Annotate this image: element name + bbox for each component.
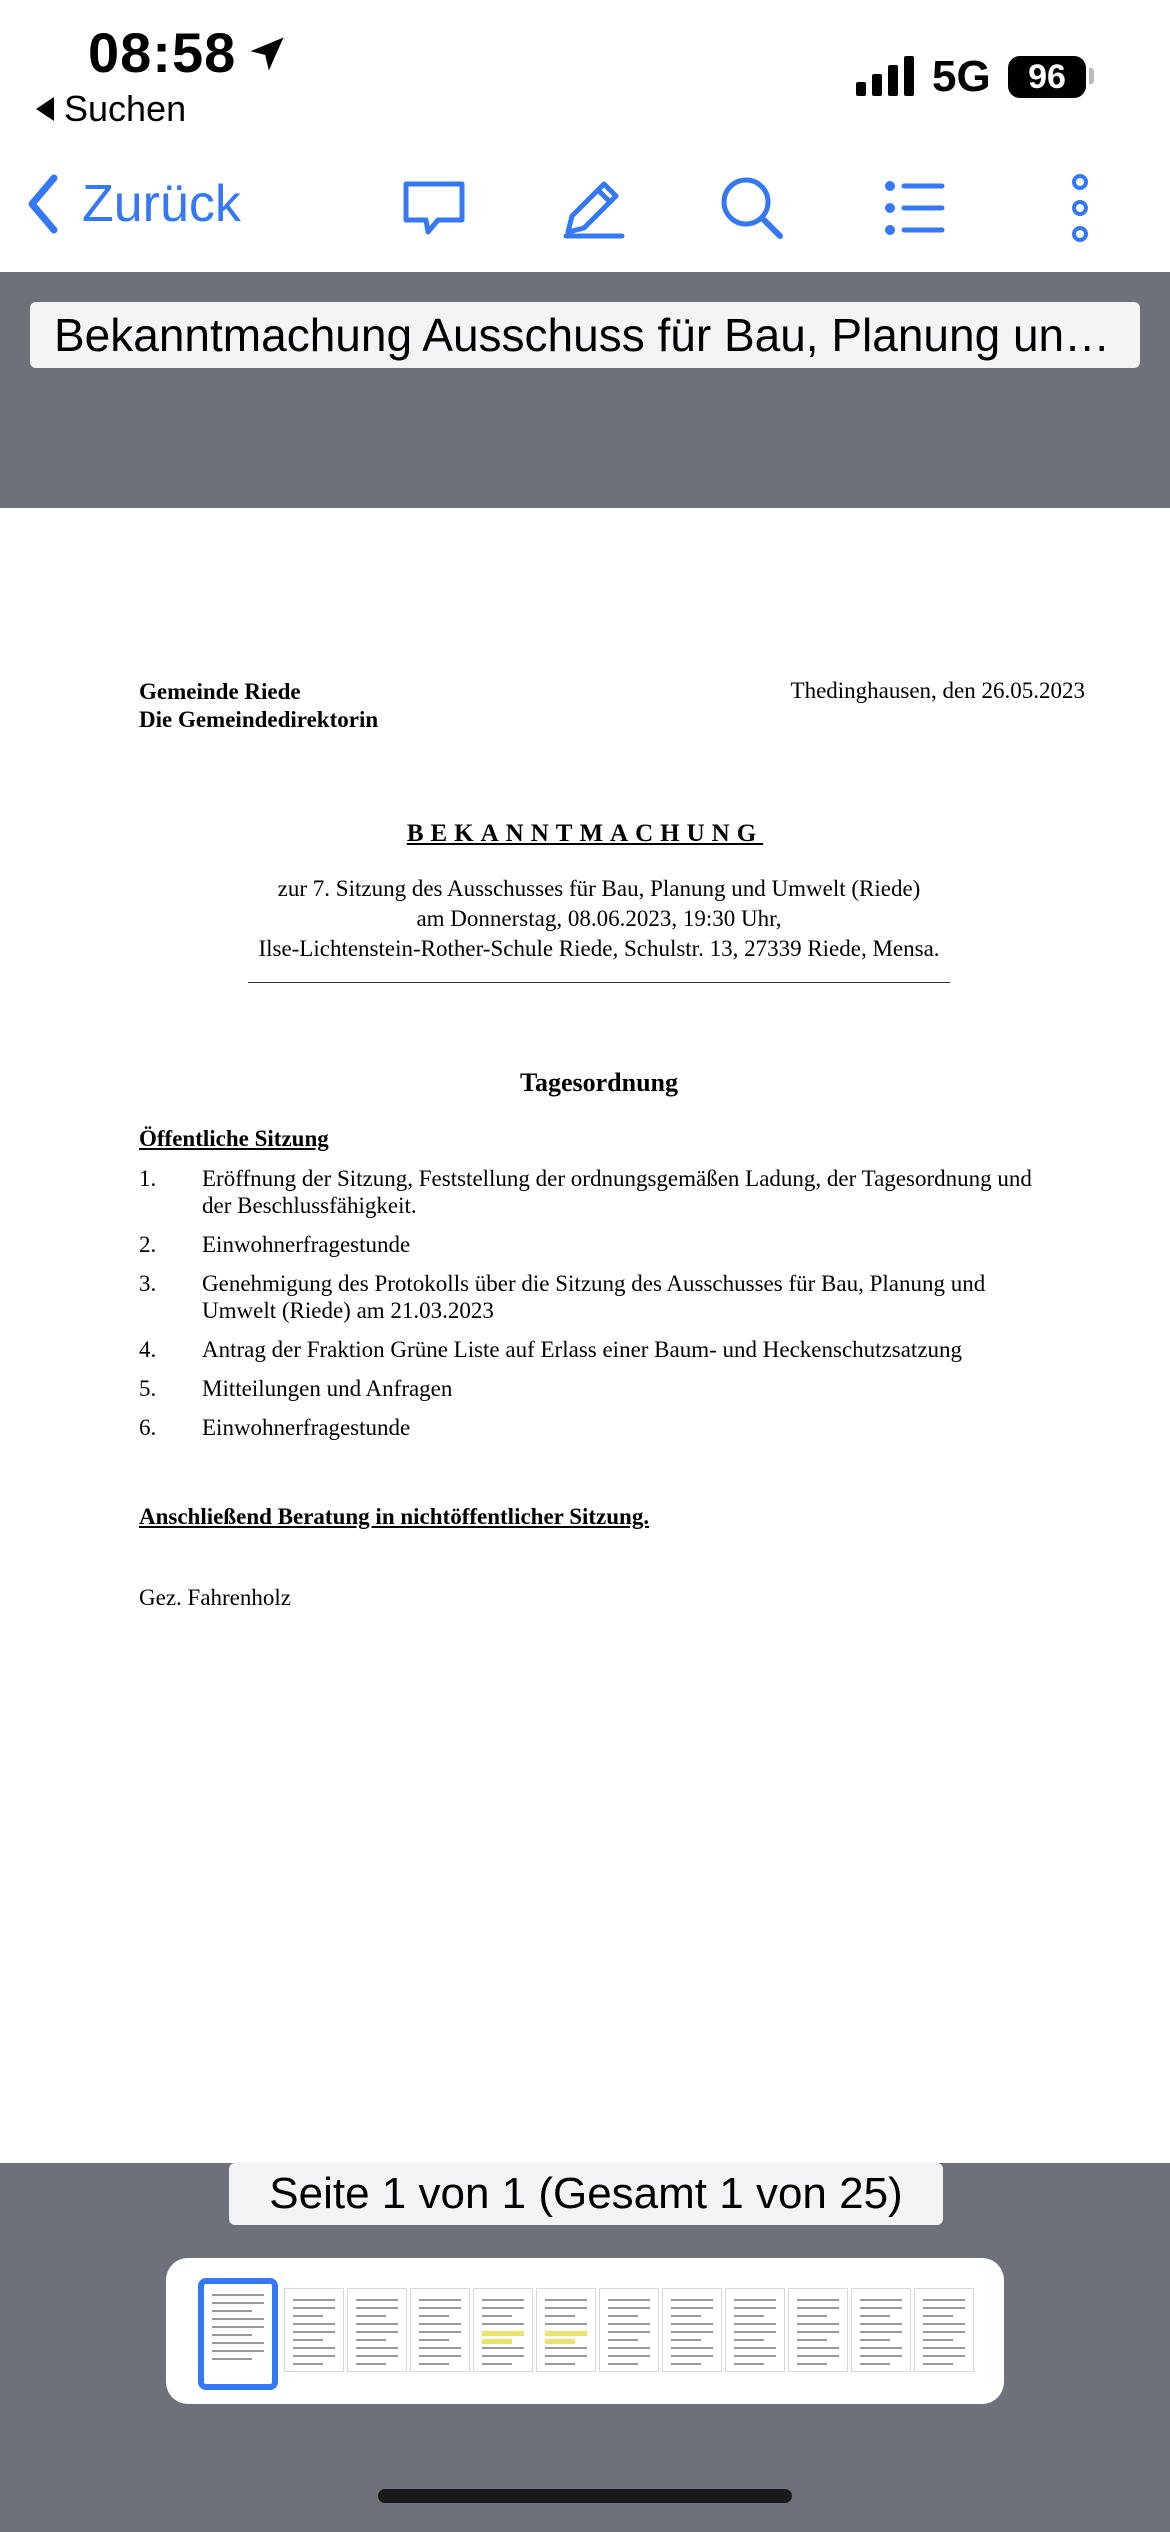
page-thumbnail[interactable] — [198, 2278, 278, 2390]
page-thumbnail[interactable] — [851, 2288, 911, 2372]
thumbnail-text-line — [419, 2299, 461, 2301]
thumbnail-text-line — [356, 2315, 386, 2317]
comment-button[interactable] — [398, 172, 470, 244]
thumbnail-text-line — [608, 2355, 650, 2357]
thumbnail-text-line — [923, 2315, 953, 2317]
thumbnail-text-line — [356, 2307, 398, 2309]
thumbnail-text-line — [734, 2299, 776, 2301]
page-thumbnail[interactable] — [410, 2288, 470, 2372]
thumbnail-text-line — [212, 2334, 252, 2336]
thumbnail-text-line — [482, 2347, 524, 2349]
page-thumbnail[interactable] — [725, 2288, 785, 2372]
agenda-item — [139, 1231, 1059, 1258]
status-time: 08:58 — [88, 21, 237, 84]
edit-button[interactable] — [556, 172, 628, 244]
thumbnail-text-line — [923, 2347, 965, 2349]
thumbnail-text-line — [608, 2339, 638, 2341]
thumbnail-text-line — [608, 2299, 650, 2301]
agenda-item — [139, 1270, 1059, 1324]
thumbnail-text-line — [482, 2307, 524, 2309]
thumbnail-text-line — [545, 2323, 587, 2325]
agenda-item-text: Eröffnung der Sitzung, Feststellung der ordnungsgemäßen Ladung, der Tagesordnung und der Beschlussfähigkeit. — [202, 1166, 1032, 1218]
thumbnail-text-line — [545, 2355, 587, 2357]
thumbnail-text-line — [734, 2355, 776, 2357]
thumbnail-text-line — [797, 2355, 839, 2357]
thumbnail-text-line — [356, 2347, 398, 2349]
thumbnail-text-line — [608, 2323, 650, 2325]
more-button[interactable] — [1044, 172, 1116, 244]
page-thumbnail[interactable] — [788, 2288, 848, 2372]
thumbnail-text-line — [860, 2307, 902, 2309]
thumbnail-text-line — [212, 2302, 264, 2304]
thumbnail-text-line — [419, 2315, 449, 2317]
thumbnail-text-line — [671, 2339, 701, 2341]
thumbnail-text-line — [356, 2363, 386, 2365]
thumbnail-text-line — [356, 2323, 398, 2325]
back-app-label: Suchen — [64, 88, 187, 129]
outline-button[interactable] — [878, 172, 950, 244]
thumbnail-text-line — [419, 2323, 461, 2325]
thumbnail-text-line — [608, 2331, 650, 2333]
back-to-app-link[interactable] — [36, 88, 186, 130]
back-triangle-icon — [36, 97, 54, 121]
thumbnail-text-line — [419, 2339, 449, 2341]
thumbnail-text-line — [545, 2331, 587, 2336]
edit-pencil-icon — [556, 172, 628, 244]
thumbnail-text-line — [482, 2299, 524, 2301]
agenda-item-number: 6. — [139, 1415, 157, 1440]
meeting-line-1: zur 7. Sitzung des Ausschusses für Bau, Planung und Umwelt (Riede) — [277, 876, 921, 901]
thumbnail-text-line — [419, 2355, 461, 2357]
cellular-signal-icon — [856, 56, 914, 96]
thumbnail-text-line — [734, 2323, 776, 2325]
thumbnail-text-line — [212, 2358, 252, 2360]
thumbnail-text-line — [212, 2342, 264, 2344]
chevron-left-icon — [24, 172, 64, 236]
thumbnail-text-line — [482, 2355, 524, 2357]
thumbnail-text-line — [482, 2331, 524, 2336]
agenda-item — [139, 1336, 1059, 1363]
thumbnail-text-line — [797, 2299, 839, 2301]
thumbnail-text-line — [419, 2347, 461, 2349]
thumbnail-text-line — [545, 2315, 575, 2317]
agenda-item — [139, 1165, 1059, 1219]
page-thumbnail[interactable] — [347, 2288, 407, 2372]
thumbnail-text-line — [734, 2307, 776, 2309]
thumbnail-text-line — [797, 2323, 839, 2325]
battery-cap — [1089, 68, 1094, 84]
thumbnail-text-line — [734, 2339, 764, 2341]
thumbnail-text-line — [671, 2363, 701, 2365]
back-button[interactable] — [24, 172, 241, 236]
agenda-title: Tagesordnung — [520, 1068, 678, 1097]
agenda-item — [139, 1375, 1059, 1402]
back-button-label: Zurück — [82, 175, 241, 233]
agenda-item-text: Antrag der Fraktion Grüne Liste auf Erlass einer Baum- und Heckenschutzsatzung — [202, 1337, 963, 1362]
thumbnail-text-line — [923, 2363, 953, 2365]
thumbnail-text-line — [923, 2339, 953, 2341]
thumbnail-text-line — [797, 2347, 839, 2349]
thumbnail-text-line — [419, 2331, 461, 2333]
comment-icon — [398, 172, 470, 244]
thumbnail-text-line — [860, 2323, 902, 2325]
signature: Gez. Fahrenholz — [139, 1585, 291, 1610]
meeting-line-2: am Donnerstag, 08.06.2023, 19:30 Uhr, — [416, 906, 782, 931]
thumbnail-text-line — [923, 2331, 965, 2333]
agenda-item-number: 2. — [139, 1232, 157, 1257]
document-title: Bekanntmachung Ausschuss für Bau, Planung un… — [30, 302, 1140, 368]
thumbnail-text-line — [860, 2363, 890, 2365]
meeting-line-3: Ilse-Lichtenstein-Rother-Schule Riede, Schulstr. 13, 27339 Riede, Mensa. — [258, 936, 940, 961]
network-type: 5G — [932, 52, 991, 101]
thumbnail-text-line — [608, 2307, 650, 2309]
battery-indicator — [1008, 56, 1086, 98]
thumbnail-text-line — [797, 2307, 839, 2309]
search-icon — [716, 172, 788, 244]
thumbnail-text-line — [734, 2331, 776, 2333]
agenda-item-number: 4. — [139, 1337, 157, 1362]
thumbnail-text-line — [923, 2299, 965, 2301]
divider — [248, 982, 950, 983]
thumbnail-text-line — [860, 2347, 902, 2349]
thumbnail-text-line — [293, 2315, 323, 2317]
thumbnail-text-line — [212, 2326, 264, 2328]
thumbnail-text-line — [482, 2323, 524, 2325]
thumbnail-text-line — [482, 2315, 512, 2317]
thumbnail-text-line — [797, 2315, 827, 2317]
thumbnail-text-line — [293, 2339, 323, 2341]
thumbnail-strip[interactable] — [166, 2258, 1004, 2404]
thumbnail-text-line — [545, 2347, 587, 2349]
section-public: Öffentliche Sitzung — [139, 1126, 329, 1151]
thumbnail-text-line — [356, 2355, 398, 2357]
thumbnail-text-line — [608, 2347, 650, 2349]
page-thumbnail[interactable] — [284, 2288, 344, 2372]
agenda-item-text: Genehmigung des Protokolls über die Sitzung des Ausschusses für Bau, Planung und Umwelt (Riede) am 21.03.2023 — [202, 1271, 986, 1323]
thumbnail-text-line — [923, 2307, 965, 2309]
thumbnail-text-line — [923, 2355, 965, 2357]
document-page[interactable] — [0, 508, 1170, 2163]
thumbnail-text-line — [419, 2307, 461, 2309]
thumbnail-text-line — [860, 2331, 902, 2333]
thumbnail-text-line — [545, 2307, 587, 2309]
thumbnail-text-line — [212, 2350, 264, 2352]
search-button[interactable] — [716, 172, 788, 244]
thumbnail-text-line — [545, 2299, 587, 2301]
thumbnail-text-line — [797, 2339, 827, 2341]
thumbnail-text-line — [356, 2339, 386, 2341]
thumbnail-text-line — [671, 2299, 713, 2301]
thumbnail-text-line — [293, 2347, 335, 2349]
toolbar — [0, 150, 1170, 272]
agenda-item-number: 1. — [139, 1166, 157, 1191]
agenda-item-number: 3. — [139, 1271, 157, 1296]
page-thumbnail[interactable] — [599, 2288, 659, 2372]
thumbnail-text-line — [608, 2315, 638, 2317]
home-indicator[interactable] — [378, 2489, 792, 2503]
thumbnail-text-line — [293, 2355, 335, 2357]
thumbnail-text-line — [797, 2363, 827, 2365]
thumbnail-text-line — [797, 2331, 839, 2333]
document-heading: BEKANNTMACHUNG — [406, 820, 764, 847]
thumbnail-text-line — [545, 2363, 575, 2365]
thumbnail-text-line — [671, 2347, 713, 2349]
issuer-line-1: Gemeinde Riede — [139, 679, 301, 704]
list-icon — [878, 172, 950, 244]
page-thumbnail[interactable] — [473, 2288, 533, 2372]
issuer-line-2: Die Gemeindedirektorin — [139, 707, 379, 732]
thumbnail-text-line — [671, 2323, 713, 2325]
page-thumbnail[interactable] — [536, 2288, 596, 2372]
thumbnail-text-line — [293, 2307, 335, 2309]
thumbnail-text-line — [482, 2363, 512, 2365]
thumbnail-text-line — [212, 2294, 264, 2296]
thumbnail-text-line — [293, 2331, 335, 2333]
location-arrow-icon — [245, 32, 289, 76]
thumbnail-text-line — [671, 2315, 701, 2317]
thumbnail-text-line — [212, 2318, 264, 2320]
place-date: Thedinghausen, den 26.05.2023 — [790, 678, 1085, 703]
agenda-item-number: 5. — [139, 1376, 157, 1401]
thumbnail-text-line — [860, 2355, 902, 2357]
thumbnail-text-line — [293, 2363, 323, 2365]
thumbnail-text-line — [734, 2363, 764, 2365]
thumbnail-text-line — [860, 2299, 902, 2301]
page-thumbnail[interactable] — [914, 2288, 974, 2372]
thumbnail-text-line — [293, 2323, 335, 2325]
thumbnail-text-line — [860, 2315, 890, 2317]
thumbnail-text-line — [356, 2299, 398, 2301]
meeting-info — [0, 874, 1170, 964]
thumbnail-text-line — [419, 2363, 449, 2365]
thumbnail-text-line — [734, 2315, 764, 2317]
thumbnail-text-line — [671, 2307, 713, 2309]
agenda-item-text: Einwohnerfragestunde — [202, 1232, 411, 1257]
thumbnail-text-line — [212, 2310, 252, 2312]
page-thumbnail[interactable] — [662, 2288, 722, 2372]
thumbnail-text-line — [734, 2347, 776, 2349]
thumbnail-text-line — [356, 2331, 398, 2333]
closing-note: Anschließend Beratung in nichtöffentlicher Sitzung. — [139, 1504, 650, 1529]
thumbnail-text-line — [482, 2339, 512, 2344]
thumbnail-text-line — [608, 2363, 638, 2365]
agenda-item-text: Einwohnerfragestunde — [202, 1415, 411, 1440]
page-indicator: Seite 1 von 1 (Gesamt 1 von 25) — [229, 2163, 943, 2225]
thumbnail-text-line — [923, 2323, 965, 2325]
thumbnail-text-line — [671, 2331, 713, 2333]
agenda-item — [139, 1414, 1059, 1441]
thumbnail-text-line — [293, 2299, 335, 2301]
issuer-block — [139, 678, 378, 734]
thumbnail-text-line — [671, 2355, 713, 2357]
more-icon — [1044, 172, 1116, 244]
agenda-item-text: Mitteilungen und Anfragen — [202, 1376, 453, 1401]
agenda-list — [139, 1165, 1059, 1453]
thumbnail-text-line — [545, 2339, 575, 2344]
battery-level: 96 — [1028, 57, 1066, 96]
thumbnail-text-line — [860, 2339, 890, 2341]
